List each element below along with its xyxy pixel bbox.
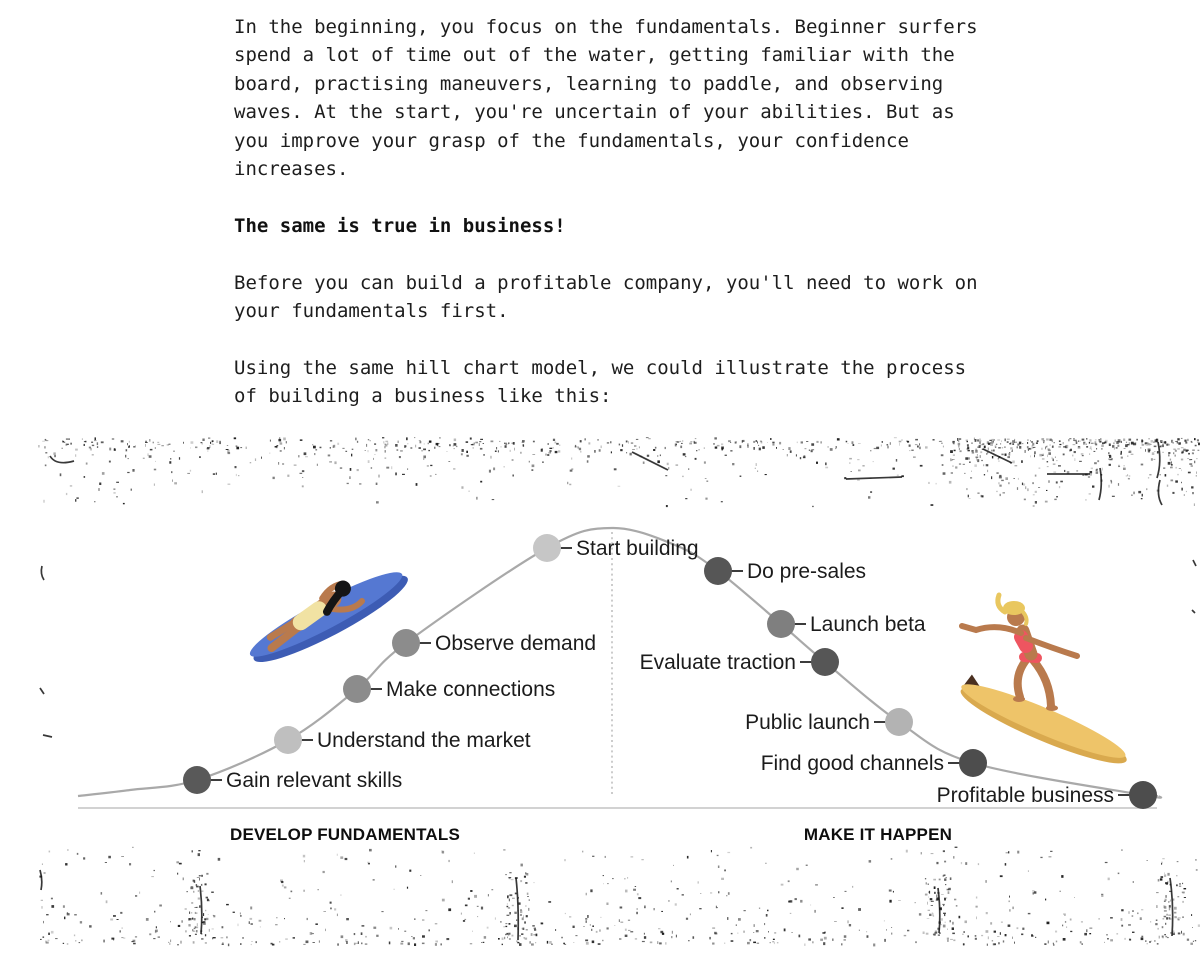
phase-caption-develop-fundamentals: DEVELOP FUNDAMENTALS [229, 825, 461, 844]
milestones [183, 534, 1157, 809]
milestone-label-launch-beta: Launch beta [810, 613, 926, 636]
phase-caption-make-it-happen: MAKE IT HAPPEN [803, 825, 953, 844]
milestone-label-evaluate-traction: Evaluate traction [639, 651, 796, 674]
paper-grunge-texture [39, 437, 1200, 946]
milestone-label-do-pre-sales: Do pre-sales [747, 560, 867, 583]
article-line: board, practising maneuvers, learning to paddle, and observing [234, 72, 944, 95]
milestone-dot-do-pre-sales [704, 557, 732, 585]
article-line: you improve your grasp of the fundamentals, your confidence [234, 129, 909, 152]
milestone-label-make-connections: Make connections [386, 678, 556, 701]
article-line: waves. At the start, you're uncertain of your abilities. But as [234, 101, 955, 124]
article-line: of building a business like this: [234, 385, 612, 408]
milestone-dot-make-connections [343, 675, 371, 703]
milestone-label-public-launch: Public launch [745, 711, 870, 734]
milestone-label-profitable-business: Profitable business [936, 784, 1114, 807]
article-line: The same is true in business! [234, 214, 566, 237]
milestone-dot-gain-relevant-skills [183, 766, 211, 794]
milestone-label-understand-the-market: Understand the market [317, 729, 531, 752]
milestone-dot-profitable-business [1129, 781, 1157, 809]
milestone-label-start-building: Start building [576, 537, 699, 560]
milestone-label-find-good-channels: Find good channels [760, 752, 944, 775]
milestone-dot-observe-demand [392, 629, 420, 657]
article-line: Using the same hill chart model, we could illustrate the process [234, 356, 967, 379]
article-line: spend a lot of time out of the water, getting familiar with the [234, 44, 955, 67]
article-line: your fundamentals first. [234, 300, 509, 323]
article-line: increases. [234, 158, 349, 181]
milestone-dot-launch-beta [767, 610, 795, 638]
hill-curve [78, 528, 1161, 808]
hill-curve-path [78, 528, 1161, 798]
milestone-label-observe-demand: Observe demand [435, 632, 597, 655]
milestone-dot-start-building [533, 534, 561, 562]
milestone-dot-understand-the-market [274, 726, 302, 754]
standing-surfer-illustration [954, 595, 1134, 775]
milestone-label-gain-relevant-skills: Gain relevant skills [226, 769, 403, 792]
milestone-dot-evaluate-traction [811, 648, 839, 676]
article-line: Before you can build a profitable company, you'll need to work on [234, 271, 978, 294]
article-line: In the beginning, you focus on the fundamentals. Beginner surfers [234, 16, 978, 38]
milestone-dot-find-good-channels [959, 749, 987, 777]
milestone-dot-public-launch [885, 708, 913, 736]
